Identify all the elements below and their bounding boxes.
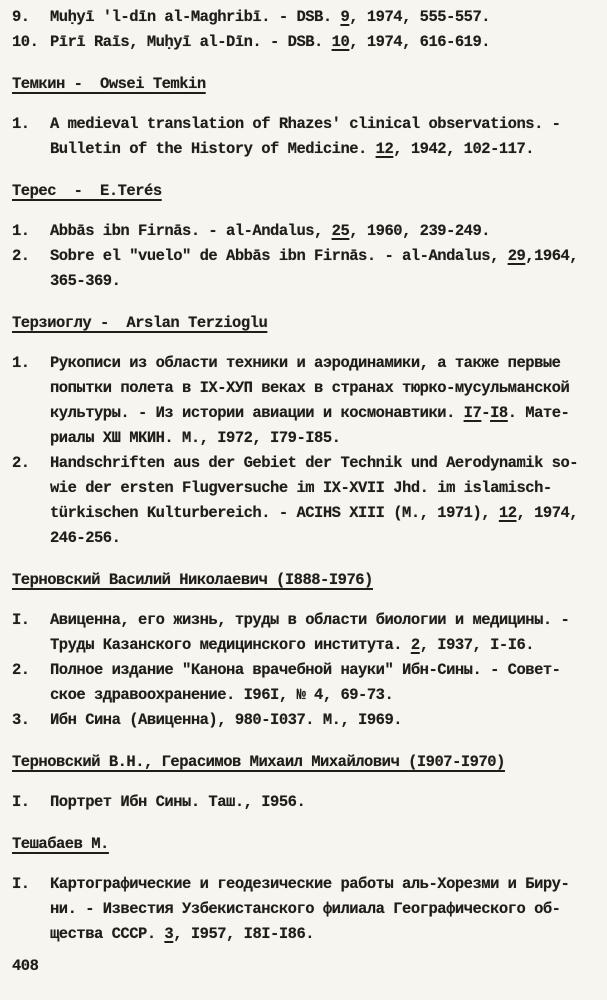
entry-list [12,112,601,162]
entry-text [50,451,601,551]
entry-line: Abbās ibn Firnās. - al-Andalus, 25, 1960, 239-249. [50,222,491,240]
entry-list [12,351,601,551]
bibliography-entry [12,608,601,658]
entry-line: Bulletin of the History of Medicine. 12, 1942, 102-117. [50,140,535,158]
entry-line: Sobre el "vuelo" de Abbās ibn Firnās. - al-Andalus, 29,1964, [50,247,579,265]
section-heading-row [12,162,601,219]
entry-list [12,872,601,947]
section-heading-row [12,55,601,112]
entry-text [50,872,601,947]
entry-line: щества СССР. 3, I957, I8I-I86. [50,925,315,943]
entry-line: Труды Казанского медицинского института. 2, I937, I-I6. [50,636,535,654]
entry-number: 9. [12,8,30,26]
entry-number: 3. [12,711,30,729]
entry-line: попытки полета в IX-ХУП веках в странах тюрко-мусульманской [50,379,570,397]
section-heading-row [12,733,601,790]
entry-text [50,608,601,658]
section-heading-row [12,815,601,872]
bibliography-entry [12,658,601,708]
bibliography-entry [12,790,601,815]
bibliography-entry [12,872,601,947]
entry-number: 1. [12,222,30,240]
page-number: 408 [12,957,39,975]
entry-number: I. [12,793,30,811]
section-heading: Тешабаев М. [12,835,109,853]
entry-text [50,708,601,733]
section-heading: Терес - E.Terés [12,182,162,200]
bibliography-entry [12,244,601,294]
section-heading: Терновский В.Н., Герасимов Михаил Михайлович (I907-I970) [12,753,505,771]
entry-text [50,219,601,244]
entry-text [50,5,601,30]
bibliography-entry [12,219,601,244]
entry-number: 2. [12,454,30,472]
entry-number: 1. [12,354,30,372]
entry-list [12,790,601,815]
entry-number: 2. [12,247,30,265]
entry-line: риалы ХШ МКИН. М., I972, I79-I85. [50,429,341,447]
entry-number: 2. [12,661,30,679]
entry-line: 365-369. [50,272,121,290]
entry-text [50,30,601,55]
entry-text [50,351,601,451]
entry-list [12,219,601,294]
bibliography-entry [12,30,601,55]
entry-line: Полное издание "Канона врачебной науки" Ибн-Сины. - Совет- [50,661,561,679]
section-heading: Терзиоглу - Arslan Terzioglu [12,314,268,332]
entry-line: Ибн Сина (Авиценна), 980-I037. М., I969. [50,711,403,729]
entry-line: Рукописи из области техники и аэродинамики, а также первые [50,354,561,372]
entry-line: türkischen Kulturbereich. - ACIHS XIII (M., 1971), 12, 1974, [50,504,579,522]
entry-line: Pīrī Raīs, Muḥyī al-Dīn. - DSB. 10, 1974, 616-619. [50,33,491,51]
entry-text [50,244,601,294]
entry-line: wie der ersten Flugversuche im IX-XVII Jhd. im islamisch- [50,479,552,497]
entry-line: Handschriften aus der Gebiet der Technik und Aerodynamik so- [50,454,579,472]
section-heading-row [12,294,601,351]
entry-line: ни. - Известия Узбекистанского филиала Географического об- [50,900,561,918]
bibliography-entry [12,451,601,551]
entry-number: I. [12,611,30,629]
entry-line: A medieval translation of Rhazes' clinical observations. - [50,115,561,133]
entry-text [50,658,601,708]
section-heading: Терновский Василий Николаевич (I888-I976) [12,571,373,589]
entry-text [50,790,601,815]
bibliography-entry [12,5,601,30]
entry-line: Портрет Ибн Сины. Таш., I956. [50,793,306,811]
entry-list [12,5,601,55]
entry-number: I. [12,875,30,893]
bibliography-entry [12,112,601,162]
section-heading-row [12,551,601,608]
entry-line: Картографические и геодезические работы аль-Хорезми и Биру- [50,875,570,893]
entry-line: культуры. - Из истории авиации и космонавтики. I7-I8. Мате- [50,404,570,422]
entry-line: ское здравоохранение. I96I, № 4, 69-73. [50,686,394,704]
entry-number: 1. [12,115,30,133]
entry-list [12,608,601,733]
entry-line: Авиценна, его жизнь, труды в области биологии и медицины. - [50,611,570,629]
bibliography-entry [12,351,601,451]
entry-number: 10. [12,33,39,51]
section-heading: Темкин - Owsei Temkin [12,75,206,93]
entry-line: Muḥyī 'l-dīn al-Maghribī. - DSB. 9, 1974, 555-557. [50,8,491,26]
entry-line: 246-256. [50,529,121,547]
entry-text [50,112,601,162]
bibliography-entry [12,708,601,733]
